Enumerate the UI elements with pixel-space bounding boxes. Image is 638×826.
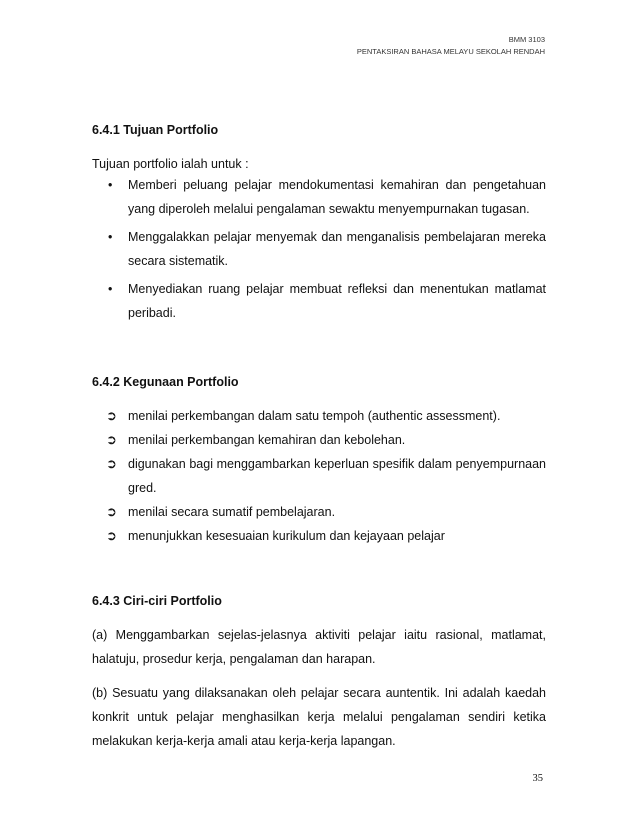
curved-arrow-icon: ➲: [106, 408, 117, 423]
kegunaan-list: [92, 404, 546, 548]
tujuan-list: [92, 173, 546, 325]
list-item: ➲ digunakan bagi menggambarkan keperluan spesifik dalam penyempurnaan gred.: [92, 452, 546, 500]
list-item: ➲ menunjukkan kesesuaian kurikulum dan kejayaan pelajar: [92, 524, 546, 548]
list-item: ➲ menilai secara sumatif pembelajaran.: [92, 500, 546, 524]
list-item: • Menyediakan ruang pelajar membuat refleksi dan menentukan matlamat peribadi.: [92, 277, 546, 325]
bullet-dot-icon: •: [108, 178, 113, 192]
course-title: PENTAKSIRAN BAHASA MELAYU SEKOLAH RENDAH: [356, 47, 545, 56]
paragraph-a: (a) Menggambarkan sejelas-jelasnya aktiviti pelajar iaitu rasional, matlamat, halatuju, prosedur kerja, pengalaman dan harapan.: [92, 628, 546, 666]
list-item: ➲ menilai perkembangan kemahiran dan kebolehan.: [92, 428, 546, 452]
list-item: • Memberi peluang pelajar mendokumentasi kemahiran dan pengetahuan yang diperoleh melalui pengalaman sewaktu menyempurnakan tugasan.: [92, 173, 546, 221]
section-heading-ciri: 6.4.3 Ciri-ciri Portfolio: [92, 594, 222, 608]
list-item: • Menggalakkan pelajar menyemak dan menganalisis pembelajaran mereka secara sistematik.: [92, 225, 546, 273]
list-item: ➲ menilai perkembangan dalam satu tempoh (authentic assessment).: [92, 404, 546, 428]
section-intro: Tujuan portfolio ialah untuk :: [92, 157, 249, 171]
section-heading-kegunaan: 6.4.2 Kegunaan Portfolio: [92, 375, 239, 389]
bullet-dot-icon: •: [108, 230, 113, 244]
section-heading-tujuan: 6.4.1 Tujuan Portfolio: [92, 123, 219, 137]
curved-arrow-icon: ➲: [106, 432, 117, 447]
curved-arrow-icon: ➲: [106, 504, 117, 519]
bullet-dot-icon: •: [108, 282, 113, 296]
course-code: BMM 3103: [508, 35, 545, 44]
curved-arrow-icon: ➲: [106, 528, 117, 543]
paragraph-b: (b) Sesuatu yang dilaksanakan oleh pelajar secara auntentik. Ini adalah kaedah konkrit untuk pelajar menghasilkan kerja melalui pengalaman sendiri ketika melakukan kerja-kerja amali atau kerja-kerja lapangan.: [92, 686, 546, 748]
page-number: 35: [532, 773, 543, 784]
page-header: [357, 34, 545, 58]
curved-arrow-icon: ➲: [106, 456, 117, 471]
